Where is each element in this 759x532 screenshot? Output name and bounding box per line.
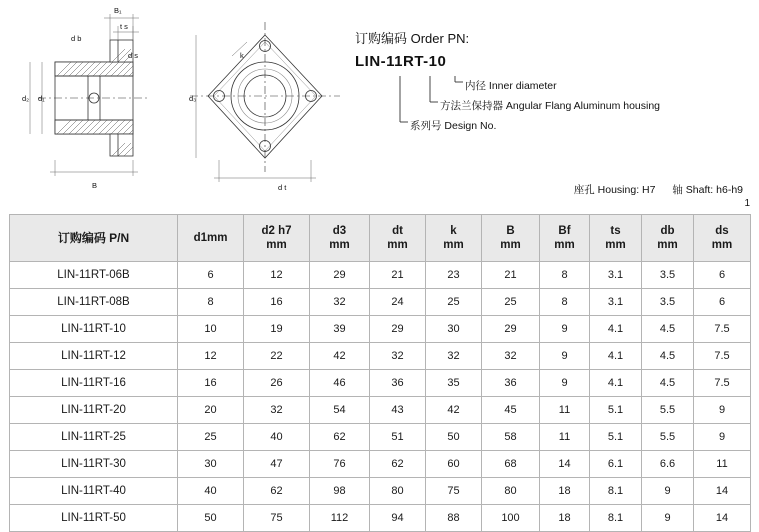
cell-ds: 7.5 <box>694 343 751 370</box>
cell-db: 4.5 <box>642 343 694 370</box>
cell-k: 42 <box>426 397 482 424</box>
cell-d1: 20 <box>178 397 244 424</box>
cell-d2: 47 <box>244 451 310 478</box>
cell-d2: 40 <box>244 424 310 451</box>
cell-ts: 4.1 <box>590 343 642 370</box>
col-header-pn <box>10 215 178 262</box>
cell-k: 75 <box>426 478 482 505</box>
col-header-d2-unit: mm <box>266 239 287 251</box>
cell-k: 88 <box>426 505 482 532</box>
cell-pn: LIN-11RT-40 <box>10 478 178 505</box>
cell-bf: 11 <box>540 424 590 451</box>
col-header-ds-unit: mm <box>711 239 733 251</box>
housing-tolerance: 座孔 Housing: H7 <box>573 184 656 196</box>
cell-d1: 30 <box>178 451 244 478</box>
col-header-k-unit: mm <box>443 239 464 251</box>
col-header-dt-label: dt <box>392 224 403 237</box>
table-row <box>10 289 751 316</box>
cell-db: 3.5 <box>642 289 694 316</box>
cell-ds: 7.5 <box>694 370 751 397</box>
cell-bf: 18 <box>540 505 590 532</box>
table-row <box>10 370 751 397</box>
cell-b: 25 <box>482 289 540 316</box>
cell-dt: 62 <box>370 451 426 478</box>
cell-b: 45 <box>482 397 540 424</box>
col-header-d2 <box>244 215 310 262</box>
cell-ds: 9 <box>694 424 751 451</box>
cell-k: 32 <box>426 343 482 370</box>
cell-ds: 14 <box>694 478 751 505</box>
order-title: 订购编码 Order PN: <box>355 31 470 46</box>
cell-db: 9 <box>642 505 694 532</box>
col-header-db-unit: mm <box>657 239 678 251</box>
dim-label-db: d b <box>71 34 82 43</box>
drawing-svg <box>0 0 340 200</box>
cell-ts: 3.1 <box>590 262 642 289</box>
cell-d3: 39 <box>310 316 370 343</box>
cell-ts: 8.1 <box>590 478 642 505</box>
cell-pn: LIN-11RT-08B <box>10 289 178 316</box>
col-header-ts-unit: mm <box>605 239 626 251</box>
col-header-bf <box>540 215 590 262</box>
col-header-dt <box>370 215 426 262</box>
dim-label-d3: d₃ <box>189 94 197 103</box>
cell-d3: 112 <box>310 505 370 532</box>
table-header-row <box>10 215 751 262</box>
cell-ds: 14 <box>694 505 751 532</box>
col-header-ts <box>590 215 642 262</box>
col-header-d1 <box>178 215 244 262</box>
dim-label-d1: d₁ <box>38 94 45 103</box>
cell-dt: 43 <box>370 397 426 424</box>
cell-db: 5.5 <box>642 424 694 451</box>
cell-dt: 94 <box>370 505 426 532</box>
legend-housing-type: 方法兰保持器 Angular Flang Aluminum housing <box>440 100 661 112</box>
order-pn: LIN-11RT-10 <box>355 53 447 70</box>
cell-ts: 3.1 <box>590 289 642 316</box>
table-row <box>10 451 751 478</box>
table-row <box>10 343 751 370</box>
spec-table-body <box>10 262 751 532</box>
cell-bf: 11 <box>540 397 590 424</box>
cell-d1: 50 <box>178 505 244 532</box>
dim-label-k: k <box>240 51 244 60</box>
cell-d3: 98 <box>310 478 370 505</box>
cell-d2: 32 <box>244 397 310 424</box>
col-header-db <box>642 215 694 262</box>
cell-b: 58 <box>482 424 540 451</box>
cell-ds: 11 <box>694 451 751 478</box>
cell-pn: LIN-11RT-12 <box>10 343 178 370</box>
col-header-ts-label: ts <box>610 224 621 237</box>
page-number: 1 <box>744 198 750 209</box>
cell-k: 23 <box>426 262 482 289</box>
cell-pn: LIN-11RT-25 <box>10 424 178 451</box>
cell-d2: 19 <box>244 316 310 343</box>
col-header-ds-label: ds <box>715 224 729 237</box>
col-header-pn-label: 订购编码 P/N <box>57 230 130 245</box>
cell-d3: 32 <box>310 289 370 316</box>
cell-ts: 4.1 <box>590 316 642 343</box>
spec-table-wrapper <box>9 214 750 532</box>
cell-db: 9 <box>642 478 694 505</box>
col-header-b-unit: mm <box>500 239 521 251</box>
cell-d3: 29 <box>310 262 370 289</box>
cell-ts: 5.1 <box>590 424 642 451</box>
col-header-b <box>482 215 540 262</box>
cell-d1: 40 <box>178 478 244 505</box>
tolerance-note <box>560 182 743 197</box>
col-header-bf-unit: mm <box>554 239 575 251</box>
cell-bf: 8 <box>540 289 590 316</box>
col-header-d3-label: d3 <box>332 224 347 237</box>
cell-d2: 26 <box>244 370 310 397</box>
dim-label-dt: d t <box>278 183 287 192</box>
cell-pn: LIN-11RT-20 <box>10 397 178 424</box>
cell-d1: 8 <box>178 289 244 316</box>
cell-pn: LIN-11RT-16 <box>10 370 178 397</box>
cell-b: 29 <box>482 316 540 343</box>
cell-dt: 80 <box>370 478 426 505</box>
cell-k: 25 <box>426 289 482 316</box>
col-header-d3-unit: mm <box>329 239 350 251</box>
cell-bf: 14 <box>540 451 590 478</box>
cell-d3: 46 <box>310 370 370 397</box>
col-header-ds <box>694 215 751 262</box>
cell-k: 30 <box>426 316 482 343</box>
cell-b: 68 <box>482 451 540 478</box>
cell-ts: 6.1 <box>590 451 642 478</box>
cell-pn: LIN-11RT-50 <box>10 505 178 532</box>
cell-ts: 4.1 <box>590 370 642 397</box>
cell-dt: 24 <box>370 289 426 316</box>
cell-b: 21 <box>482 262 540 289</box>
cell-d3: 62 <box>310 424 370 451</box>
cell-ds: 9 <box>694 397 751 424</box>
cell-dt: 36 <box>370 370 426 397</box>
cell-d1: 25 <box>178 424 244 451</box>
col-header-dt-unit: mm <box>387 239 408 251</box>
cell-pn: LIN-11RT-10 <box>10 316 178 343</box>
cell-d2: 62 <box>244 478 310 505</box>
cell-bf: 9 <box>540 316 590 343</box>
cell-d1: 6 <box>178 262 244 289</box>
order-legend <box>355 76 745 146</box>
cell-db: 4.5 <box>642 370 694 397</box>
cell-db: 3.5 <box>642 262 694 289</box>
legend-inner-diameter: 内径 Inner diameter <box>465 80 557 92</box>
dim-label-b: B <box>92 181 98 190</box>
cell-k: 35 <box>426 370 482 397</box>
cell-ts: 5.1 <box>590 397 642 424</box>
table-row <box>10 478 751 505</box>
dim-label-d2: d₂ <box>22 94 30 103</box>
cell-b: 32 <box>482 343 540 370</box>
cell-d2: 12 <box>244 262 310 289</box>
cell-pn: LIN-11RT-30 <box>10 451 178 478</box>
table-row <box>10 262 751 289</box>
cell-d3: 76 <box>310 451 370 478</box>
cell-pn: LIN-11RT-06B <box>10 262 178 289</box>
col-header-d2-label: d2 h7 <box>261 224 292 237</box>
cell-ds: 6 <box>694 289 751 316</box>
spec-table <box>9 214 751 532</box>
shaft-tolerance: 轴 Shaft: h6-h9 <box>672 184 743 196</box>
table-row <box>10 397 751 424</box>
cell-ds: 7.5 <box>694 316 751 343</box>
cell-ts: 8.1 <box>590 505 642 532</box>
cell-db: 6.6 <box>642 451 694 478</box>
cell-k: 50 <box>426 424 482 451</box>
col-header-d3 <box>310 215 370 262</box>
order-code-block <box>355 28 745 146</box>
cell-d1: 16 <box>178 370 244 397</box>
col-header-b-label: B <box>506 224 515 237</box>
cell-dt: 51 <box>370 424 426 451</box>
cell-db: 4.5 <box>642 316 694 343</box>
cell-dt: 29 <box>370 316 426 343</box>
cell-dt: 21 <box>370 262 426 289</box>
cell-d2: 22 <box>244 343 310 370</box>
table-row <box>10 316 751 343</box>
cell-d1: 12 <box>178 343 244 370</box>
cell-dt: 32 <box>370 343 426 370</box>
cell-d1: 10 <box>178 316 244 343</box>
cell-d2: 75 <box>244 505 310 532</box>
cell-bf: 18 <box>540 478 590 505</box>
table-row <box>10 505 751 532</box>
cell-b: 80 <box>482 478 540 505</box>
cell-b: 36 <box>482 370 540 397</box>
col-header-db-label: db <box>660 224 675 237</box>
cell-d2: 16 <box>244 289 310 316</box>
table-row <box>10 424 751 451</box>
dim-label-ts: t s <box>120 22 128 31</box>
cell-bf: 8 <box>540 262 590 289</box>
cell-db: 5.5 <box>642 397 694 424</box>
cell-k: 60 <box>426 451 482 478</box>
legend-design-no: 系列号 Design No. <box>410 120 497 132</box>
col-header-bf-label: Bf <box>558 224 571 237</box>
cell-b: 100 <box>482 505 540 532</box>
col-header-k <box>426 215 482 262</box>
dim-label-b1: B₁ <box>114 6 122 15</box>
col-header-k-label: k <box>450 224 457 237</box>
cell-d3: 54 <box>310 397 370 424</box>
cell-bf: 9 <box>540 370 590 397</box>
dim-label-ds: d s <box>128 51 139 60</box>
cell-ds: 6 <box>694 262 751 289</box>
col-header-d1-label: d1mm <box>193 231 228 244</box>
cell-bf: 9 <box>540 343 590 370</box>
technical-drawing <box>0 0 340 200</box>
cell-d3: 42 <box>310 343 370 370</box>
